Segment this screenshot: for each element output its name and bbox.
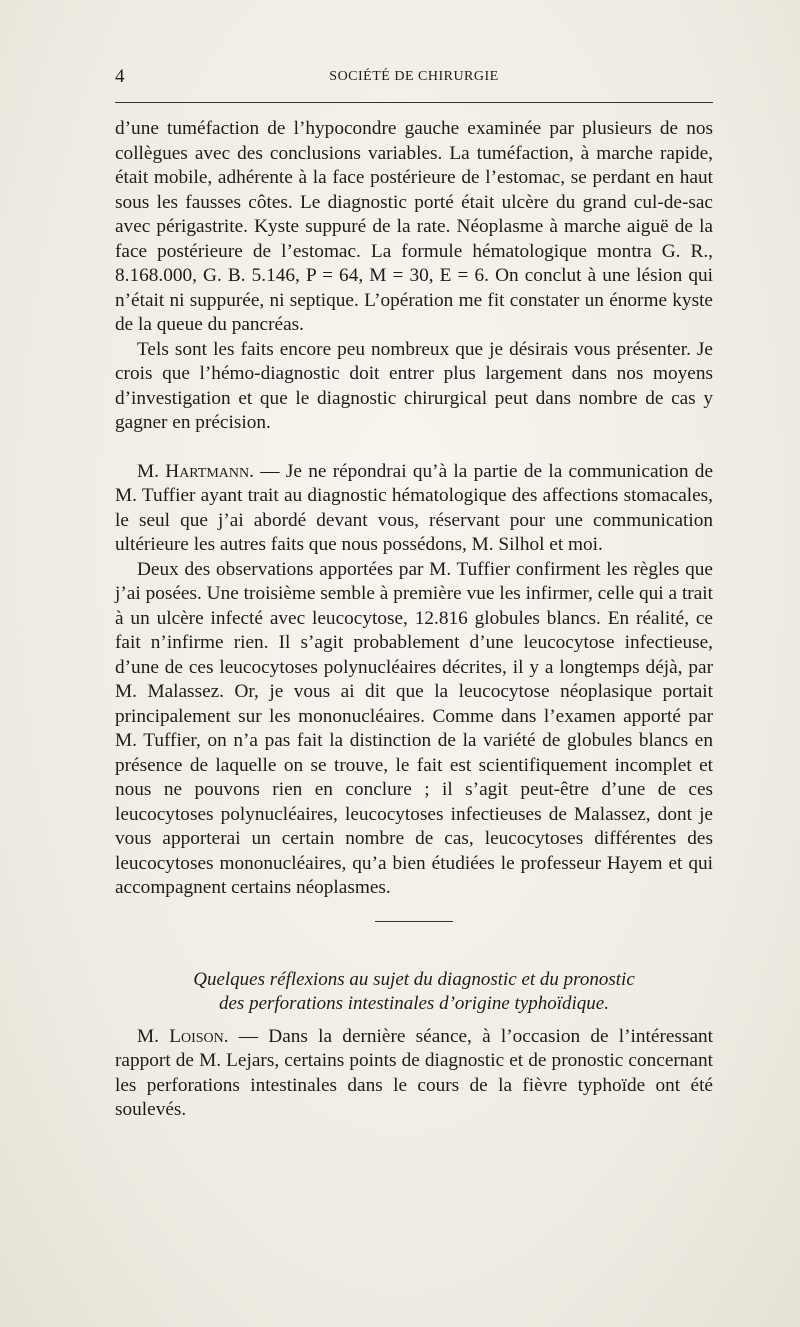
paragraph-hartmann [115, 460, 713, 558]
body-text [115, 117, 713, 1123]
paragraph-observations: Deux des observations apportées par M. Tuffier confirment les règles que j’ai posées. Une troisième semble à première vue les infirmer, celle qui a trait à un ulcère infecté avec leucocytose, 12.816 globules blancs. En réalité, ce fait n’infirme rien. Il s’agit probablement d’une leucocytose infectieuse, d’une de ces leucocytoses polynucléaires décrites, il y a longtemps déjà, par M. Malassez. Or, je vous ai dit que la leucocytose néoplasique portait principalement sur les mononucléaires. Comme dans l’examen apporté par M. Tuffier, on n’a pas fait la distinction de la variété de globules blancs en présence de laquelle on se trouve, le fait est scientifiquement incomplet et nous ne pouvons rien en conclure ; il s’agit peut-être d’une de ces leucocytoses polynucléaires, leucocytoses infectieuses de Malassez, dont je vous apporterai un certain nombre de cas, leucocytoses différentes des leucocytoses mononucléaires, qu’a bien étudiées le professeur Hayem et qui accompagnent certains néoplasmes. [115, 558, 713, 898]
page-header [115, 66, 713, 90]
speaker-hartmann: M. Hartmann. [137, 460, 254, 482]
section-title [115, 968, 713, 1017]
header-rule [115, 102, 713, 103]
section-title-line-2: des perforations intestinales d’origine typhoïdique. [219, 993, 609, 1014]
paragraph-loison-text: — Dans la dernière séance, à l’occasion de l’intéressant rapport de M. Lejars, certains points de diagnostic et de pronostic concernant les perforations intestinales dans le cours de la fièvre typhoïde ont été soulevés. [115, 1025, 713, 1120]
running-head: SOCIÉTÉ DE CHIRURGIE [329, 69, 499, 84]
paragraph-loison [115, 1025, 713, 1123]
paragraph-conclusion: Tels sont les faits encore peu nombreux que je désirais vous présenter. Je crois que l’hémo-diagnostic doit entrer plus largement dans nos moyens d’investigation et que le diagnostic chirurgical peut dans nombre de cas y gagner en précision. [115, 338, 713, 433]
section-separator [375, 921, 453, 922]
speaker-loison: M. Loison. [137, 1025, 229, 1047]
paragraph-hartmann-text: — Je ne répondrai qu’à la partie de la communication de M. Tuffier ayant trait au diagnostic hématologique des affections stomacales, le seul que j’ai abordé devant vous, réservant pour une communication ultérieure les autres faits que nous possédons, M. Silhol et moi. [115, 460, 714, 555]
paragraph-tumefaction: d’une tuméfaction de l’hypocondre gauche examinée par plusieurs de nos collègues avec des conclusions variables. La tuméfaction, à marche rapide, était mobile, adhérente à la face postérieure de l’estomac, se perdant en haut sous les fausses côtes. Le diagnostic porté était ulcère du grand cul-de-sac avec périgastrite. Kyste suppuré de la rate. Néoplasme à marche aiguë de la face postérieure de l’estomac. La formule hématologique montra G. R., 8.168.000, G. B. 5.146, P = 64, M = 30, E = 6. On conclut à une lésion qui n’était ni suppurée, ni septique. L’opération me fit constater un énorme kyste de la queue du pancréas. [115, 118, 713, 335]
section-title-line-1: Quelques réflexions au sujet du diagnostic et du pronostic [193, 968, 635, 990]
page-number: 4 [115, 66, 125, 87]
paragraph-gap [115, 436, 713, 460]
